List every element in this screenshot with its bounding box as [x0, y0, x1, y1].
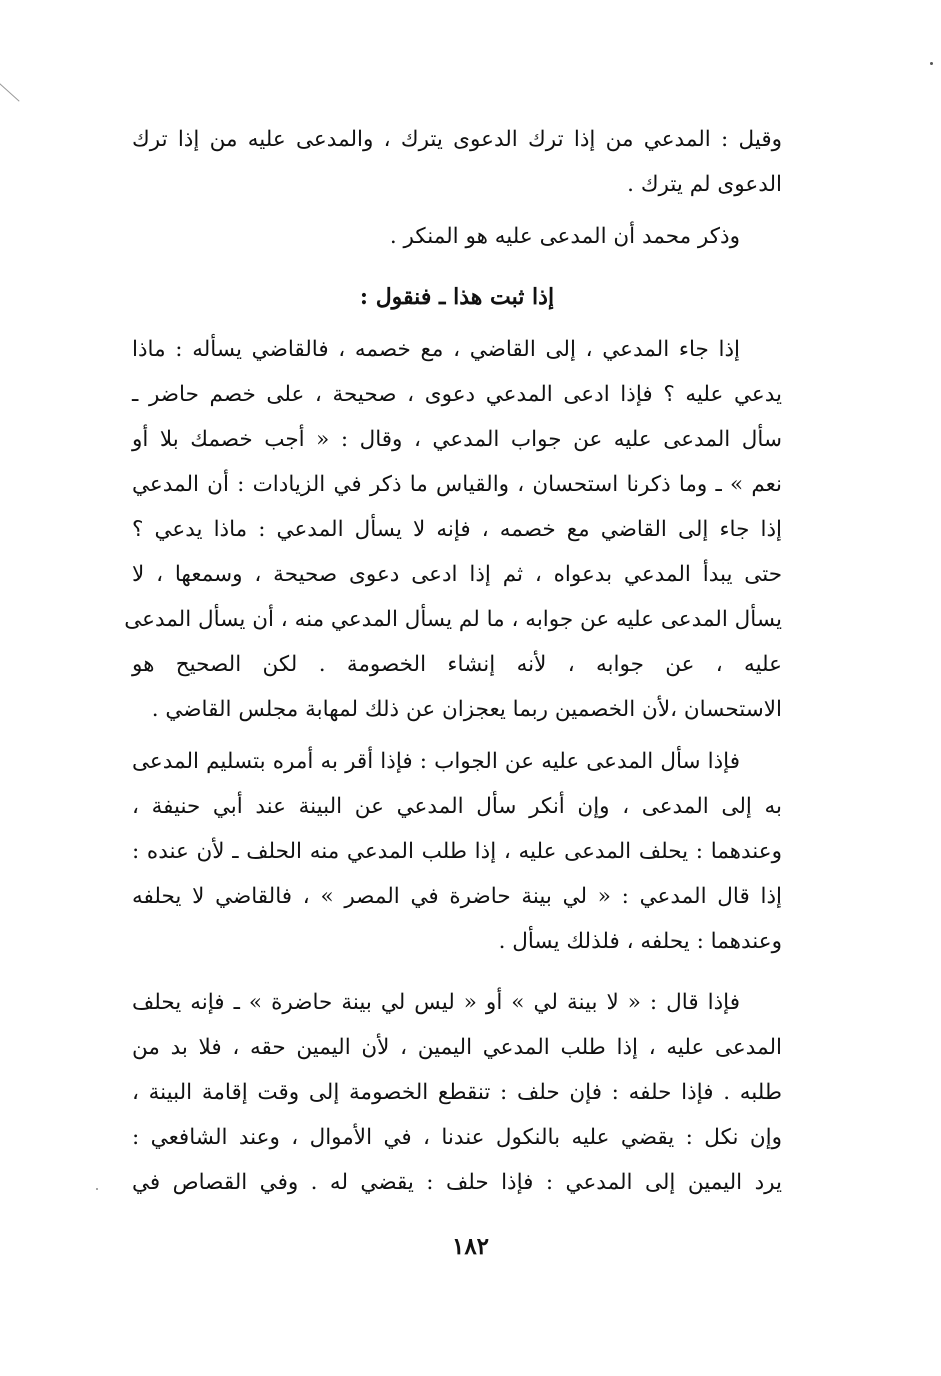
text-line: يرد اليمين إلى المدعي : فإذا حلف : يقضي له . وفي القصاص في	[132, 1170, 782, 1195]
text-line: سأل المدعى عليه عن جواب المدعي ، وقال : « أجب خصمك بلا أو	[132, 427, 782, 452]
text-line: المدعى عليه ، إذا طلب المدعي اليمين ، لأن اليمين حقه ، فلا بد من	[132, 1035, 782, 1060]
paragraph-3	[124, 327, 782, 732]
text-line: فإذا سأل المدعى عليه عن الجواب : فإذا أقر به أمره بتسليم المدعى	[132, 749, 740, 774]
text-line: فإذا قال : « لا بينة لي » أو « ليس لي بينة حاضرة » ـ فإنه يحلف	[132, 990, 740, 1015]
text-line: عليه ، عن جوابه ، لأنه إنشاء الخصومة . لكن الصحيح هو	[132, 652, 782, 677]
text-line: به إلى المدعى ، وإن أنكر سأل المدعي عن البينة عند أبي حنيفة ،	[132, 794, 782, 819]
section-heading: إذا ثبت هذا ـ فنقول :	[359, 284, 555, 310]
text-line: الدعوى لم يترك .	[627, 172, 782, 197]
paragraph-4	[132, 739, 782, 964]
text-line: يدعي عليه ؟ فإذا ادعى المدعي دعوى ، صحيحة ، على خصم حاضر ـ	[132, 382, 782, 407]
text-line: وذكر محمد أن المدعى عليه هو المنكر .	[389, 224, 740, 249]
scan-edge-mark	[0, 78, 20, 101]
text-line: وعندهما : يحلفه ، فلذلك يسأل .	[498, 929, 782, 954]
text-line: يسأل المدعى عليه عن جوابه ، ما لم يسأل المدعي منه ، أن يسأل المدعى	[124, 607, 782, 632]
paragraph-2	[132, 214, 782, 259]
scan-speck	[96, 1188, 98, 1190]
text-line: وعندهما : يحلف المدعى عليه ، إذا طلب المدعي منه الحلف ـ لأن عنده :	[132, 839, 782, 864]
text-line: إذا جاء المدعي ، إلى القاضي ، مع خصمه ، فالقاضي يسأله : ماذا	[132, 337, 740, 362]
text-line: إذا قال المدعي : « لي بينة حاضرة في المصر » ، فالقاضي لا يحلفه	[132, 884, 782, 909]
text-line: نعم » ـ وما ذكرنا استحسان ، والقياس ما ذكر في الزيادات : أن المدعي	[132, 472, 782, 497]
text-line: الاستحسان ،لأن الخصمين ربما يعجزان عن ذلك لمهابة مجلس القاضي .	[151, 697, 782, 722]
scan-speck	[930, 62, 933, 65]
paragraph-5	[132, 980, 782, 1205]
paragraph-1	[132, 117, 782, 207]
text-line: إذا جاء إلى القاضي مع خصمه ، فإنه لا يسأل المدعي : ماذا يدعي ؟	[132, 517, 782, 542]
text-line: وإن نكل : يقضي عليه بالنكول عندنا ، في الأموال ، وعند الشافعي :	[132, 1125, 782, 1150]
page-number: ١٨٢	[451, 1233, 490, 1260]
text-line: حتى يبدأ المدعي بدعواه ، ثم إذا ادعى دعوى صحيحة ، وسمعها ، لا	[132, 562, 782, 587]
text-line: وقيل : المدعي من إذا ترك الدعوى يترك ، والمدعى عليه من إذا ترك	[132, 127, 782, 152]
text-line: طلبه . فإذا حلفه : فإن حلف : تنقطع الخصومة إلى وقت إقامة البينة ،	[132, 1080, 782, 1105]
